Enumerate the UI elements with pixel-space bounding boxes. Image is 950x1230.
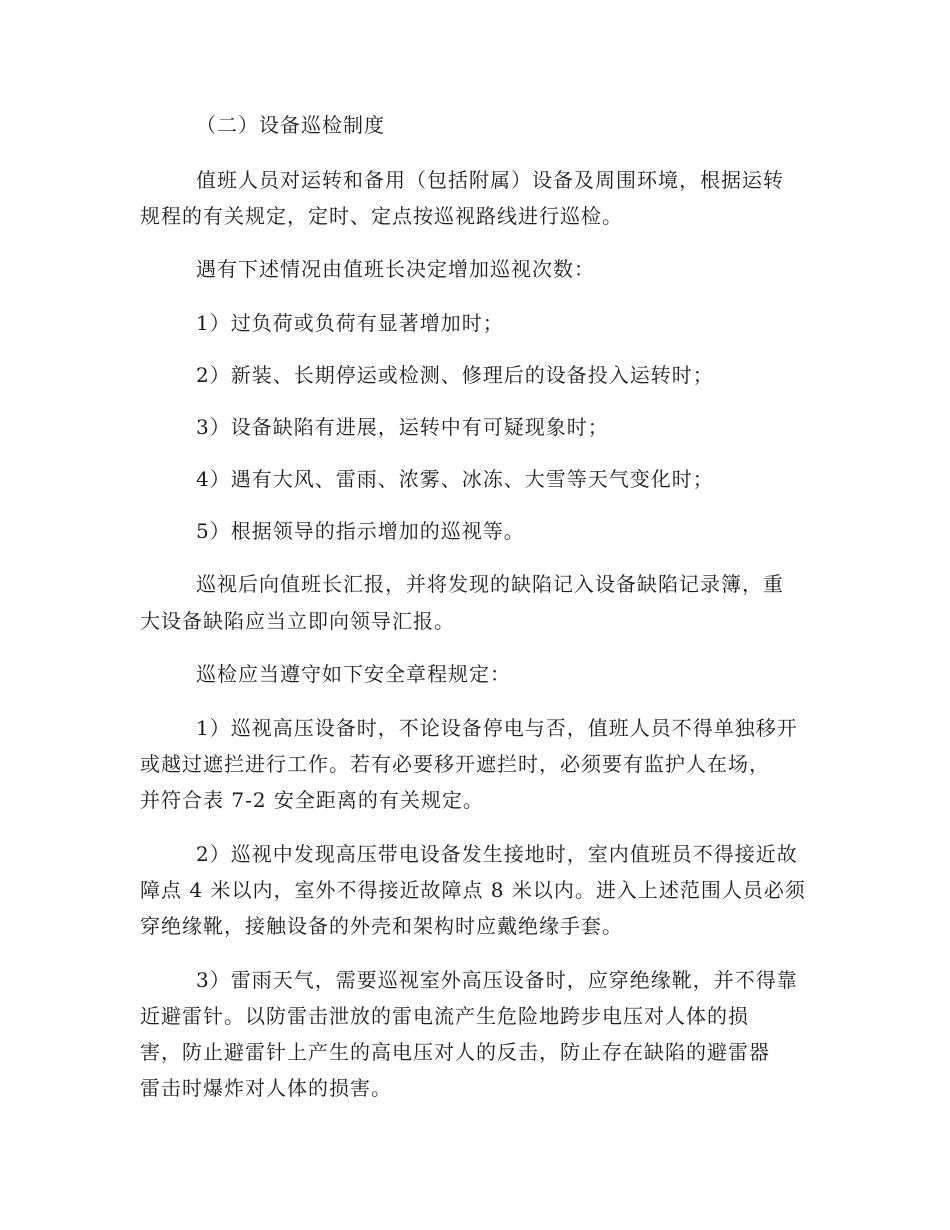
paragraph-line: 巡视后向值班长汇报，并将发现的缺陷记入设备缺陷记录簿，重 xyxy=(196,572,784,596)
list-item: 2）新装、长期停运或检测、修理后的设备投入运转时； xyxy=(196,363,714,387)
paragraph-line: 遇有下述情况由值班长决定增加巡视次数： xyxy=(196,257,595,281)
list-item: 5）根据领导的指示增加的巡视等。 xyxy=(196,519,525,543)
list-item: 4）遇有大风、雷雨、浓雾、冰冻、大雪等天气变化时； xyxy=(196,467,714,491)
rule-line: 或越过遮拦进行工作。若有必要移开遮拦时，必须要有监护人在场， xyxy=(140,752,770,776)
list-item: 1）过负荷或负荷有显著增加时； xyxy=(196,311,504,335)
paragraph-line: 大设备缺陷应当立即向领导汇报。 xyxy=(140,609,455,633)
paragraph-line: 巡检应当遵守如下安全章程规定： xyxy=(196,662,511,686)
rule-line: 穿绝缘靴，接触设备的外壳和架构时应戴绝缘手套。 xyxy=(140,914,623,938)
rule-line: 2）巡视中发现高压带电设备发生接地时，室内值班员不得接近故 xyxy=(196,842,798,866)
list-item: 3）设备缺陷有进展，运转中有可疑现象时； xyxy=(196,415,609,439)
section-heading: （二）设备巡检制度 xyxy=(196,113,385,137)
rule-line: 雷击时爆炸对人体的损害。 xyxy=(140,1076,392,1100)
paragraph-line: 规程的有关规定，定时、定点按巡视路线进行巡检。 xyxy=(140,204,623,228)
paragraph-line: 值班人员对运转和备用（包括附属）设备及周围环境，根据运转 xyxy=(196,168,784,192)
rule-line: 害，防止避雷针上产生的高电压对人的反击，防止存在缺陷的避雷器 xyxy=(140,1040,770,1064)
rule-line: 3）雷雨天气，需要巡视室外高压设备时，应穿绝缘靴，并不得靠 xyxy=(196,968,798,992)
rule-line: 1）巡视高压设备时，不论设备停电与否，值班人员不得单独移开 xyxy=(196,716,798,740)
rule-line: 障点 4 米以内，室外不得接近故障点 8 米以内。进入上述范围人员必须 xyxy=(140,878,806,902)
rule-line: 并符合表 7-2 安全距离的有关规定。 xyxy=(140,788,484,812)
rule-line: 近避雷针。以防雷击泄放的雷电流产生危险地跨步电压对人体的损 xyxy=(140,1004,749,1028)
